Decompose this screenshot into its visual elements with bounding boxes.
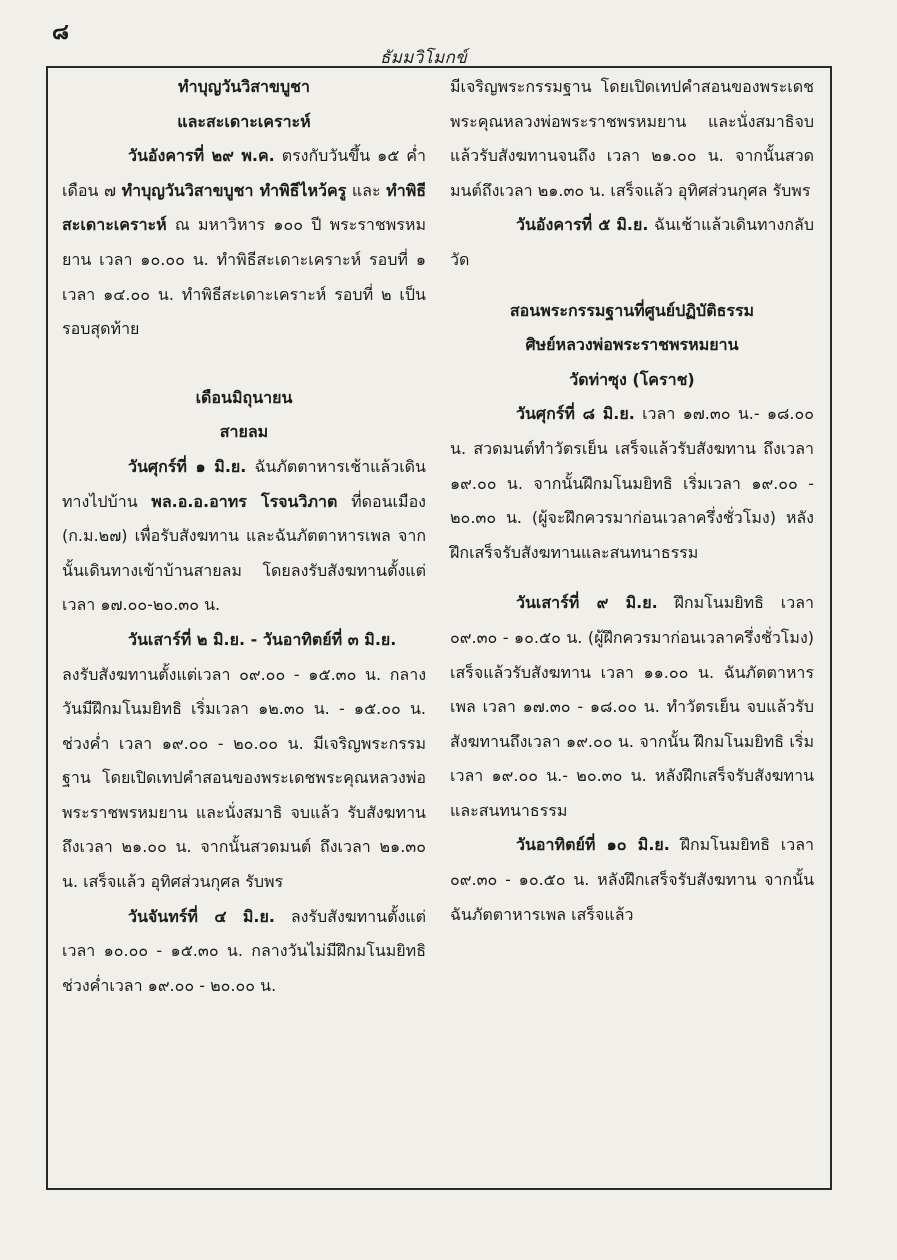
- text-jun-10: ฝึกมโนมยิทธิ เวลา ๐๙.๓๐ - ๑๐.๕๐ น. หลังฝึกเสร็จรับสังฆทาน จากนั้นฉันภัตตาหารเพล เสร็จแล้ว: [450, 835, 814, 924]
- paragraph-jun-2-3: ลงรับสังฆทานตั้งแต่เวลา ๐๙.๐๐ - ๑๕.๓๐ น. กลางวันมีฝึกมโนมยิทธิ เริ่มเวลา ๑๒.๓๐ น. - ๑๕.๐๐ น. ช่วงค่ำ เวลา ๑๙.๐๐ - ๒๐.๐๐ น. มีเจริญพระกรรมฐาน โดยเปิดเทปคำสอนของพระเดชพระคุณหลวงพ่อพระราชพรหมยาน และนั่งสมาธิ จบแล้ว รับสังฆทาน ถึงเวลา ๒๑.๐๐ น. จากนั้นสวดมนต์ ถึงเวลา ๒๑.๓๐ น. เสร็จแล้ว อุทิศส่วนกุศล รับพร: [62, 664, 426, 892]
- paragraph-jun-5: [450, 208, 814, 277]
- paragraph-jun-4-cont: มีเจริญพระกรรมฐาน โดยเปิดเทปคำสอนของพระเดชพระคุณหลวงพ่อพระราชพรหมยาน และนั่งสมาธิจบแล้วรับสังฆทานจนถึง เวลา ๒๑.๐๐ น. จากนั้นสวดมนต์ถึงเวลา ๒๑.๓๐ น. เสร็จแล้ว อุทิศส่วนกุศล รับพร: [450, 77, 814, 200]
- section-title-june: เดือนมิถุนายน: [195, 387, 293, 407]
- date-jun-2-3: วันเสาร์ที่ ๒ มิ.ย. - วันอาทิตย์ที่ ๓ มิ.ย.: [128, 629, 397, 649]
- running-title: ธัมมวิโมกข์: [380, 48, 467, 68]
- paragraph-may-29: [62, 139, 426, 347]
- text-jun-4: ลงรับสังฆทานตั้งแต่ เวลา ๑๐.๐๐ - ๑๕.๓๐ น. กลางวันไม่มีฝึกมโนมยิทธิ ช่วงค่ำเวลา ๑๙.๐๐ - ๒๐.๐๐ น.: [62, 906, 427, 995]
- text-jun-1-bold: พล.อ.อ.อาทร โรจนวิภาต: [151, 491, 338, 511]
- paragraph-jun-1: [62, 450, 426, 623]
- spacer: [450, 570, 814, 586]
- section-title-korat-2: ศิษย์หลวงพ่อพระราชพรหมยาน: [525, 335, 739, 355]
- date-jun-1: วันศุกร์ที่ ๑ มิ.ย.: [128, 456, 247, 476]
- text-jun-1-b: ที่ดอนเมือง (ก.ม.๒๗) เพื่อรับสังฆทาน และฉันภัตตาหารเพล จากนั้นเดินทางเข้าบ้านสายลม โดยลงรับสังฆทานตั้งแต่เวลา ๑๗.๐๐-๒๐.๓๐ น.: [62, 491, 426, 615]
- date-jun-5: วันอังคารที่ ๕ มิ.ย.: [516, 215, 649, 235]
- text-may-29-c: ณ มหาวิหาร ๑๐๐ ปี พระราชพรหมยาน เวลา ๑๐.๐๐ น. ทำพิธีสะเดาะเคราะห์ รอบที่ ๑ เวลา ๑๔.๐๐ น. ทำพิธีสะเดาะเคราะห์ รอบที่ ๒ เป็นรอบสุดท้าย: [62, 215, 426, 339]
- text-jun-9: ฝึกมโนมยิทธิ เวลา ๐๙.๓๐ - ๑๐.๕๐ น. (ผู้ฝึกควรมาก่อนเวลาครึ่งชั่วโมง) เสร็จแล้วรับสังฆทาน เวลา ๑๑.๐๐ น. ฉันภัตตาหารเพล เวลา ๑๗.๓๐ - ๑๘.๐๐ น. ทำวัตรเย็น จบแล้วรับสังฆทานถึงเวลา ๑๙.๐๐ น. จากนั้น ฝึกมโนมยิทธิ เริ่มเวลา ๑๙.๐๐ น.- ๒๐.๓๐ น. หลังฝึกเสร็จรับสังฆทานและสนทนาธรรม: [450, 593, 814, 820]
- paragraph-jun-8: [450, 397, 814, 570]
- right-column: [450, 70, 814, 932]
- text-jun-8: เวลา ๑๗.๓๐ น.- ๑๘.๐๐ น. สวดมนต์ทำวัตรเย็น เสร็จแล้วรับสังฆทาน ถึงเวลา ๑๙.๐๐ น. จากนั้นฝึกมโนมยิทธิ เริ่มเวลา ๑๙.๐๐ - ๒๐.๓๐ น. (ผู้จะฝึกควรมาก่อนเวลาครึ่งชั่วโมง) หลังฝึกเสร็จรับสังฆทานและสนทนาธรรม: [450, 404, 815, 562]
- section-subtitle-sailom: สายลม: [219, 422, 269, 442]
- left-column: [62, 70, 426, 1003]
- section-title-korat-1: สอนพระกรรมฐานที่ศูนย์ปฏิบัติธรรม: [509, 300, 755, 320]
- text-may-29-a: ตรงกับวันขึ้น ๑๕ ค่ำ เดือน ๗: [62, 146, 426, 200]
- section-title-visakha-sub: และสะเดาะเคราะห์: [177, 111, 311, 131]
- date-jun-8: วันศุกร์ที่ ๘ มิ.ย.: [516, 404, 635, 424]
- paragraph-jun-4: [62, 900, 426, 1004]
- date-jun-4: วันจันทร์ที่ ๔ มิ.ย.: [128, 906, 275, 926]
- paragraph-jun-9: [450, 586, 814, 828]
- date-may-29: วันอังคารที่ ๒๙ พ.ค.: [128, 146, 275, 166]
- section-title-korat-3: วัดท่าซุง (โคราช): [569, 369, 695, 389]
- text-may-29-bold-a: ทำบุญวันวิสาขบูชา ทำพิธีไหว้ครู: [121, 180, 347, 200]
- date-jun-10: วันอาทิตย์ที่ ๑๐ มิ.ย.: [516, 835, 670, 855]
- text-jun-5: ฉันเช้าแล้วเดินทางกลับวัด: [450, 215, 815, 269]
- text-jun-1-a: ฉันภัตตาหารเช้าแล้วเดินทางไปบ้าน: [62, 456, 426, 511]
- spacer: [62, 347, 426, 381]
- text-may-29-b: และ: [346, 180, 387, 200]
- paragraph-jun-10: [450, 828, 814, 932]
- text-may-29-bold-b: ทำพิธีสะเดาะเคราะห์: [62, 180, 427, 235]
- date-jun-9: วันเสาร์ที่ ๙ มิ.ย.: [516, 593, 658, 613]
- spacer: [450, 278, 814, 294]
- page-number: ๘: [52, 20, 69, 45]
- section-title-visakha: ทำบุญวันวิสาขบูชา: [178, 77, 310, 96]
